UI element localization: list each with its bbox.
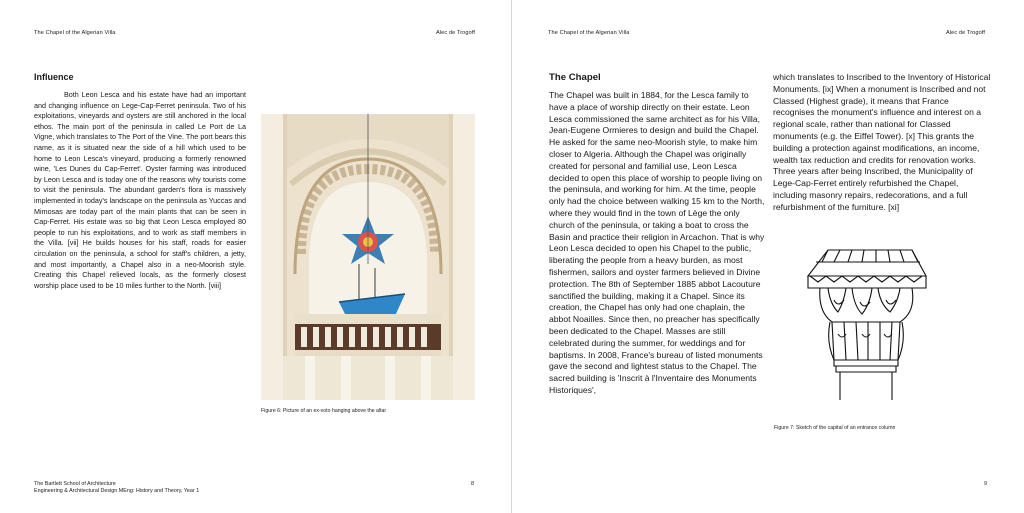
- left-header-title: The Chapel of the Algerian Villa: [34, 30, 116, 36]
- column-capital-sketch: [800, 242, 930, 402]
- right-header-title: The Chapel of the Algerian Villa: [548, 30, 630, 36]
- figure-7-caption: Figure 7: Sketch of the capital of an entrance column: [774, 425, 896, 431]
- right-page-number: 9: [984, 481, 987, 487]
- chapel-heading: The Chapel: [549, 72, 601, 83]
- footer-course: Engineering & Architectural Design MEng: History and Theory, Year 1: [34, 488, 200, 494]
- right-header-author: Alec de Trogoff: [946, 30, 986, 36]
- chapel-paragraph-col1: The Chapel was built in 1884, for the Lesca family to have a place of worship directly on their estate. Leon Lesca commissioned the same architect as for his Villa, Jean-Eugene Ormieres to design and build the Chapel. He asked for the same neo-Moorish style, to make him closer to Algeria. Although the Chapel was originally created for personal and familial use, Leon Lesca decided to open this place of worship to people living on the peninsula, and working for him. At the time, people only had the choice between walking 15 km to the North, where they would find in the town of Lège the only church of the peninsula, or taking a boat to cross the Basin and practice their religion in Arcachon. That is why Leon Lesca decided to open his Chapel to the public, liberating the people from a heavy burden, as most fishermen, sailors and oyster farmers believed in Divine protection. The 8th of September 1885 abbot Lacouture sanctified the building, making it a Chapel. Since its creation, the Chapel has only had one chaplain, the abbot Noailles. Since then, no preacher has specifically been dedicated to the Chapel. Masses are still celebrated during the summer, for weddings and for baptisms. In 2008, France's bureau of listed monuments gave the second and lightest status to the Chapel. The sacred building is 'Inscrit à l'Inventaire des Monuments Historiques',: [549, 90, 765, 395]
- ex-voto-photo: [261, 114, 475, 400]
- left-footer: [34, 481, 199, 495]
- chapel-paragraph-col2: which translates to Inscribed to the Inventory of Historical Monuments. [ix] When a monument is Inscribed and not Classed (Highest grade), it means that France recognises the monument's influence and interest on a regional scale, rather than national for Classed monuments (e.g. the Eiffel Tower). [x] This grants the building a protection against modifications, an income, wealth tax reduction and credits for renovation works. Three years after being Inscribed, the Municipality of Lege-Cap-Ferret entirely refurbished the Chapel, including masonry repairs, redecorations, and a full refurbishment of the furniture. [xi]: [773, 72, 991, 212]
- left-header-author: Alec de Trogoff: [436, 30, 476, 36]
- footer-school: The Bartlett School of Architecture: [34, 481, 116, 487]
- left-page-number: 8: [471, 481, 474, 487]
- figure-6-caption: Figure 6: Picture of an ex-voto hanging above the altar: [261, 408, 387, 414]
- influence-heading: Influence: [34, 72, 74, 82]
- influence-paragraph: Both Leon Lesca and his estate have had an important and changing influence on Lege-Cap-Ferret peninsula. Two of his exploitations, vineyards and oysters are still anchored in the local ethos. The main port of the peninsula in called Le Port de La Vigne, which translates to The Port of the Vine. The port bears this name, as it is situated near the side of a hill which used to be home to Leon Lesca's vineyard, producing a formerly renowned wine, 'Les Dunes du Cap-Ferret'. Oyster farming was introduced by Leon Lesca and is today one of the reasons why tourists come to visit the peninsula. The abundant garden's flora is massively implemented in today's landscape on the peninsula as Yuccas and Mimosas are today part of the main plants that can be seen in Cap-Ferret. His estate was so big that Leon Lesca employed 80 people to run his exploitations, and to work as staff members in the Villa. [vii] He builds houses for his staff, roads for easier circulation on the peninsula, a school for staff's children, a jetty, and most importantly, a Chapel also in a neo-Moorish style. Creating this Chapel relieved locals, as the formerly closest worship place used to be 10 miles further to the North. [viii]: [34, 90, 246, 290]
- right-page: [512, 0, 1024, 513]
